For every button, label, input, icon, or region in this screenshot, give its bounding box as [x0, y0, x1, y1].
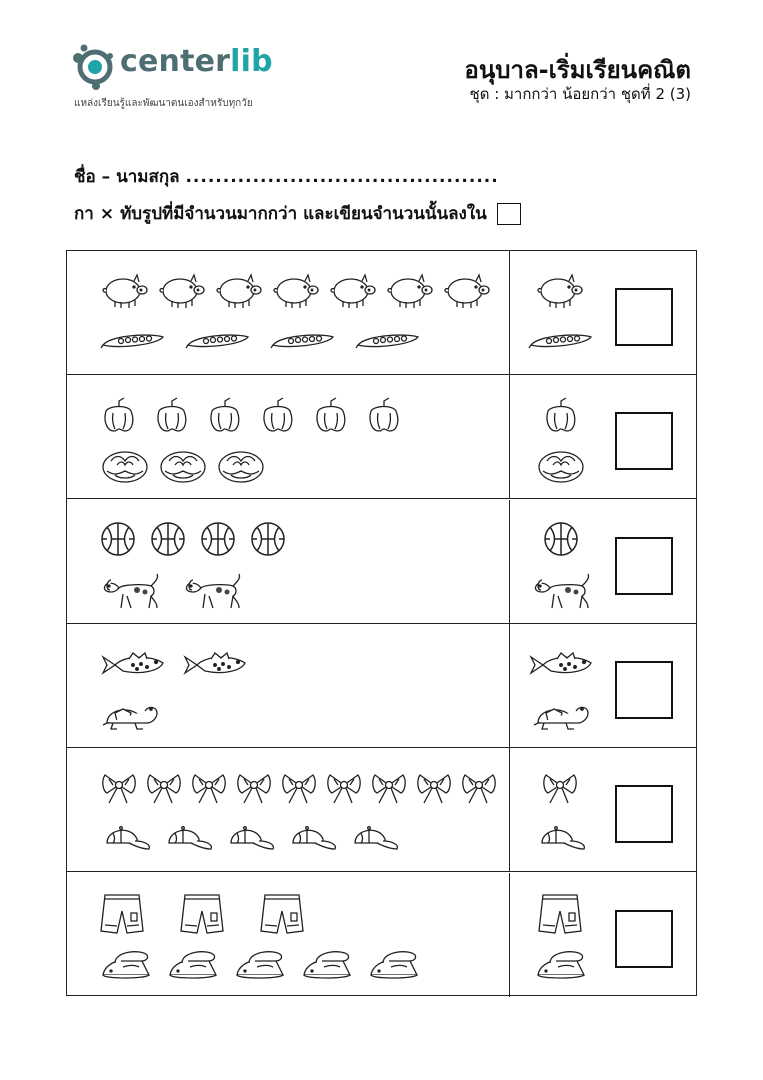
iron-icon[interactable]	[369, 945, 419, 981]
bell-pepper-icon[interactable]	[207, 397, 243, 433]
shorts-reference-icon[interactable]	[539, 891, 583, 935]
bell-pepper-icon[interactable]	[154, 397, 190, 433]
row-divider	[509, 500, 510, 623]
basketball-reference-icon[interactable]	[544, 522, 579, 557]
bow-icon[interactable]	[101, 771, 139, 805]
bell-pepper-icon[interactable]	[313, 397, 349, 433]
name-field[interactable]	[74, 163, 499, 190]
molecule-icon	[70, 42, 120, 92]
answer-box[interactable]	[615, 412, 673, 470]
pea-pod-icon[interactable]	[186, 331, 250, 351]
cabbage-icon[interactable]	[101, 447, 149, 483]
logo-text-center: center	[120, 44, 231, 79]
cabbage-icon[interactable]	[159, 447, 207, 483]
bow-icon[interactable]	[281, 771, 319, 805]
row-divider	[509, 375, 510, 498]
row-divider	[509, 873, 510, 997]
bow-icon[interactable]	[416, 771, 454, 805]
bow-icon[interactable]	[236, 771, 274, 805]
cap-icon[interactable]	[101, 823, 151, 853]
shorts-icon[interactable]	[181, 891, 225, 935]
row-divider	[509, 748, 510, 871]
pig-reference-icon[interactable]	[536, 271, 586, 311]
bell-pepper-icon[interactable]	[366, 397, 402, 433]
basketball-icon[interactable]	[151, 522, 186, 557]
shorts-icon[interactable]	[261, 891, 305, 935]
pea-pod-icon[interactable]	[356, 331, 420, 351]
cap-icon[interactable]	[287, 823, 337, 853]
worksheet-row	[67, 500, 696, 624]
worksheet-row	[67, 251, 696, 375]
pea-pod-reference-icon[interactable]	[529, 331, 593, 351]
basketball-icon[interactable]	[201, 522, 236, 557]
logo-wordmark	[120, 44, 273, 79]
bell-pepper-reference-icon[interactable]	[543, 397, 579, 433]
dog-icon[interactable]	[183, 568, 241, 612]
answer-box[interactable]	[615, 288, 673, 346]
pig-icon[interactable]	[329, 271, 379, 311]
bell-pepper-icon[interactable]	[260, 397, 296, 433]
pig-icon[interactable]	[443, 271, 493, 311]
turtle-icon[interactable]	[101, 695, 159, 733]
cabbage-reference-icon[interactable]	[537, 447, 585, 483]
cross-mark-icon: ×	[99, 203, 115, 224]
cap-icon[interactable]	[163, 823, 213, 853]
instruction-box-icon	[497, 203, 521, 225]
worksheet-row	[67, 748, 696, 872]
pig-icon[interactable]	[386, 271, 436, 311]
pig-icon[interactable]	[158, 271, 208, 311]
row-divider	[509, 624, 510, 747]
pig-icon[interactable]	[272, 271, 322, 311]
iron-icon[interactable]	[235, 945, 285, 981]
logo-text-lib: lib	[230, 44, 273, 79]
name-dots: ..........................................	[185, 167, 499, 187]
basketball-icon[interactable]	[101, 522, 136, 557]
iron-icon[interactable]	[101, 945, 151, 981]
pig-icon[interactable]	[215, 271, 265, 311]
shorts-icon[interactable]	[101, 891, 145, 935]
pig-icon[interactable]	[101, 271, 151, 311]
worksheet-row	[67, 873, 696, 997]
fish-reference-icon[interactable]	[529, 651, 593, 677]
worksheet-title: อนุบาล-เริ่มเรียนคณิต	[464, 56, 691, 84]
row-divider	[509, 251, 510, 374]
pea-pod-icon[interactable]	[101, 331, 165, 351]
iron-reference-icon[interactable]	[536, 945, 586, 981]
cabbage-icon[interactable]	[217, 447, 265, 483]
fish-icon[interactable]	[101, 651, 165, 677]
cap-icon[interactable]	[349, 823, 399, 853]
answer-box[interactable]	[615, 785, 673, 843]
worksheet-subtitle: ชุด : มากกว่า น้อยกว่า ชุดที่ 2 (3)	[469, 85, 691, 103]
bell-pepper-icon[interactable]	[101, 397, 137, 433]
dog-icon[interactable]	[101, 568, 159, 612]
answer-box[interactable]	[615, 910, 673, 968]
iron-icon[interactable]	[168, 945, 218, 981]
cap-icon[interactable]	[225, 823, 275, 853]
cap-reference-icon[interactable]	[536, 823, 586, 853]
worksheet-row	[67, 375, 696, 499]
worksheet-row	[67, 624, 696, 748]
pea-pod-icon[interactable]	[271, 331, 335, 351]
answer-box[interactable]	[615, 537, 673, 595]
basketball-icon[interactable]	[251, 522, 286, 557]
instruction	[74, 200, 521, 227]
answer-box[interactable]	[615, 661, 673, 719]
instruction-prefix: กา	[74, 204, 94, 224]
bow-icon[interactable]	[326, 771, 364, 805]
worksheet-table	[66, 250, 697, 996]
name-label: ชื่อ – นามสกุล	[74, 167, 180, 187]
instruction-text: ทับรูปที่มีจำนวนมากกว่า และเขียนจำนวนนั้นลงใน	[120, 204, 487, 224]
dog-reference-icon[interactable]	[532, 568, 590, 612]
iron-icon[interactable]	[302, 945, 352, 981]
logo-tagline: แหล่งเรียนรู้และพัฒนาตนเองสำหรับทุกวัย	[74, 98, 253, 109]
fish-icon[interactable]	[183, 651, 247, 677]
bow-icon[interactable]	[461, 771, 499, 805]
bow-reference-icon[interactable]	[542, 771, 580, 805]
bow-icon[interactable]	[146, 771, 184, 805]
bow-icon[interactable]	[371, 771, 409, 805]
bow-icon[interactable]	[191, 771, 229, 805]
turtle-reference-icon[interactable]	[532, 695, 590, 733]
